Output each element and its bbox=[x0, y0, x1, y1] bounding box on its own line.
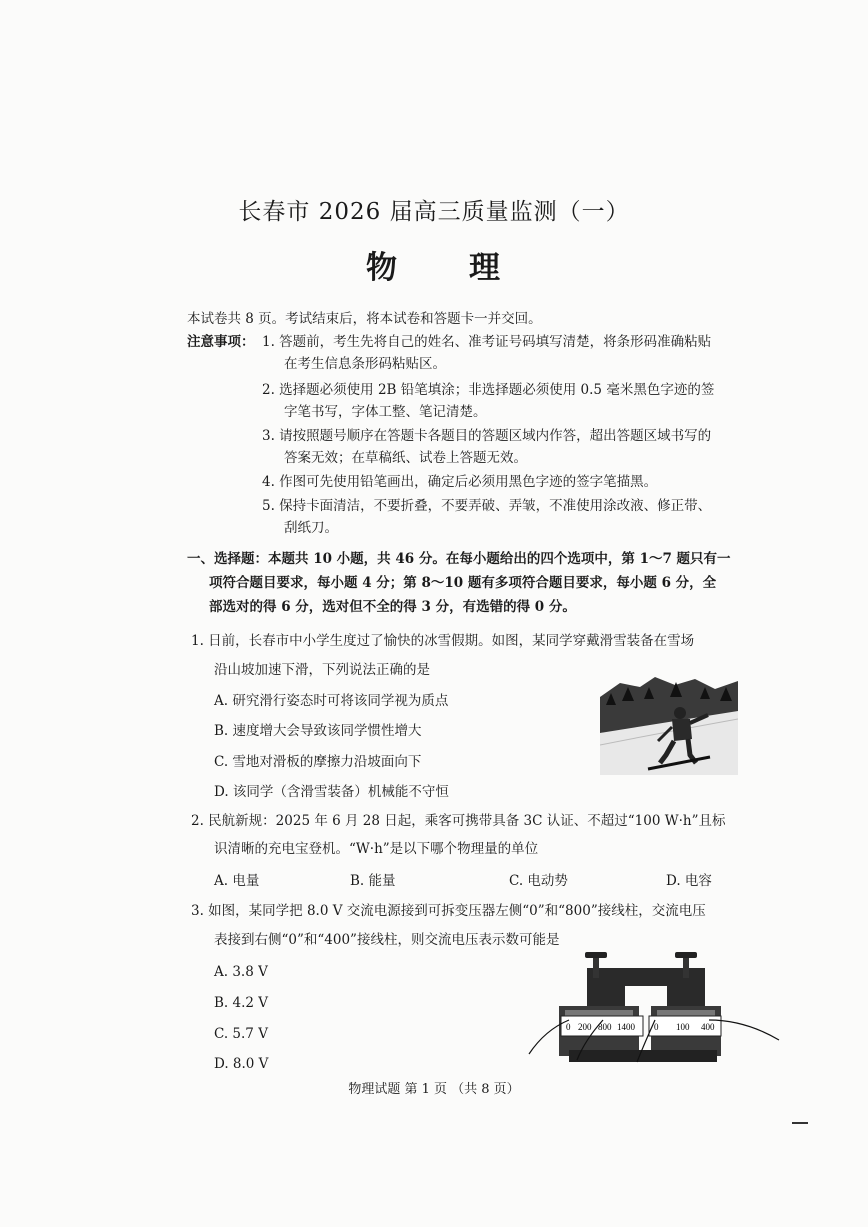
note-1-line-1: 1. 答题前，考生先将自己的姓名、准考证号码填写清楚，将条形码准确粘贴 bbox=[262, 334, 712, 350]
q2-option-b: B. 能量 bbox=[350, 873, 396, 889]
terminal-label: 1400 bbox=[617, 1022, 635, 1032]
intro-text: 本试卷共 8 页。考试结束后，将本试卷和答题卡一并交回。 bbox=[187, 311, 542, 327]
terminal-label: 0 bbox=[654, 1022, 659, 1032]
note-5-line-2: 刮纸刀。 bbox=[284, 520, 338, 536]
q1-option-d: D. 该同学（含滑雪装备）机械能不守恒 bbox=[214, 784, 449, 800]
q3-stem-line-2: 表接到右侧“0”和“400”接线柱，则交流电压表示数可能是 bbox=[214, 932, 560, 948]
terminal-label: 200 bbox=[578, 1022, 592, 1032]
q3-option-b: B. 4.2 V bbox=[214, 995, 269, 1011]
q2-option-c: C. 电动势 bbox=[509, 873, 568, 889]
subject-char-1: 物 bbox=[366, 250, 399, 286]
q2-option-d: D. 电容 bbox=[666, 873, 712, 889]
q2-option-a: A. 电量 bbox=[214, 873, 260, 889]
terminal-label: 100 bbox=[676, 1022, 690, 1032]
exam-title: 长春市 2026 届高三质量监测（一） bbox=[238, 199, 630, 225]
q1-stem-line-2: 沿山坡加速下滑，下列说法正确的是 bbox=[214, 662, 430, 678]
q1-stem-line-1: 1. 日前，长春市中小学生度过了愉快的冰雪假期。如图，某同学穿戴滑雪装备在雪场 bbox=[191, 633, 695, 649]
q3-stem-line-1: 3. 如图，某同学把 8.0 V 交流电源接到可拆变压器左侧“0”和“800”接线柱，交流电压 bbox=[191, 903, 706, 919]
note-4: 4. 作图可先使用铅笔画出，确定后必须用黑色字迹的签字笔描黑。 bbox=[262, 474, 658, 490]
q2-stem-line-1: 2. 民航新规：2025 年 6 月 28 日起，乘客可携带具备 3C 认证、不超过“100 W·h”且标 bbox=[191, 813, 726, 829]
subject-char-2: 理 bbox=[469, 250, 502, 286]
section-1-line-3: 部选对的得 6 分，选对但不全的得 3 分，有选错的得 0 分。 bbox=[209, 599, 576, 615]
note-1-line-2: 在考生信息条形码粘贴区。 bbox=[284, 356, 446, 372]
note-3-line-1: 3. 请按照题号顺序在答题卡各题目的答题区域内作答，超出答题区域书写的 bbox=[262, 428, 712, 444]
transformer-figure bbox=[525, 950, 783, 1068]
q3-option-a: A. 3.8 V bbox=[214, 964, 268, 980]
terminal-label: 800 bbox=[598, 1022, 612, 1032]
section-1-line-1: 一、选择题：本题共 10 小题，共 46 分。在每小题给出的四个选项中，第 1～7 题只有一 bbox=[187, 551, 731, 567]
q1-option-a: A. 研究滑行姿态时可将该同学视为质点 bbox=[214, 693, 449, 709]
note-3-line-2: 答案无效；在草稿纸、试卷上答题无效。 bbox=[284, 450, 527, 466]
q3-option-d: D. 8.0 V bbox=[214, 1056, 269, 1072]
terminal-label: 400 bbox=[701, 1022, 715, 1032]
q2-stem-line-2: 识清晰的充电宝登机。“W·h”是以下哪个物理量的单位 bbox=[214, 841, 539, 857]
page-footer: 物理试题 第 1 页 （共 8 页） bbox=[348, 1082, 520, 1097]
skier-figure bbox=[600, 675, 738, 775]
note-5-line-1: 5. 保持卡面清洁，不要折叠，不要弄破、弄皱，不准使用涂改液、修正带、 bbox=[262, 498, 712, 514]
note-2-line-2: 字笔书写，字体工整、笔记清楚。 bbox=[284, 404, 487, 420]
q3-option-c: C. 5.7 V bbox=[214, 1026, 268, 1042]
subject-title bbox=[0, 242, 868, 287]
terminal-label: 0 bbox=[566, 1022, 571, 1032]
notes-label: 注意事项： bbox=[187, 334, 255, 350]
scan-mark bbox=[792, 1122, 808, 1124]
q1-option-b: B. 速度增大会导致该同学惯性增大 bbox=[214, 723, 422, 739]
q1-option-c: C. 雪地对滑板的摩擦力沿坡面向下 bbox=[214, 754, 422, 770]
note-2-line-1: 2. 选择题必须使用 2B 铅笔填涂；非选择题必须使用 0.5 毫米黑色字迹的签 bbox=[262, 382, 715, 398]
section-1-line-2: 项符合题目要求，每小题 4 分；第 8～10 题有多项符合题目要求，每小题 6 分，全 bbox=[209, 575, 717, 591]
